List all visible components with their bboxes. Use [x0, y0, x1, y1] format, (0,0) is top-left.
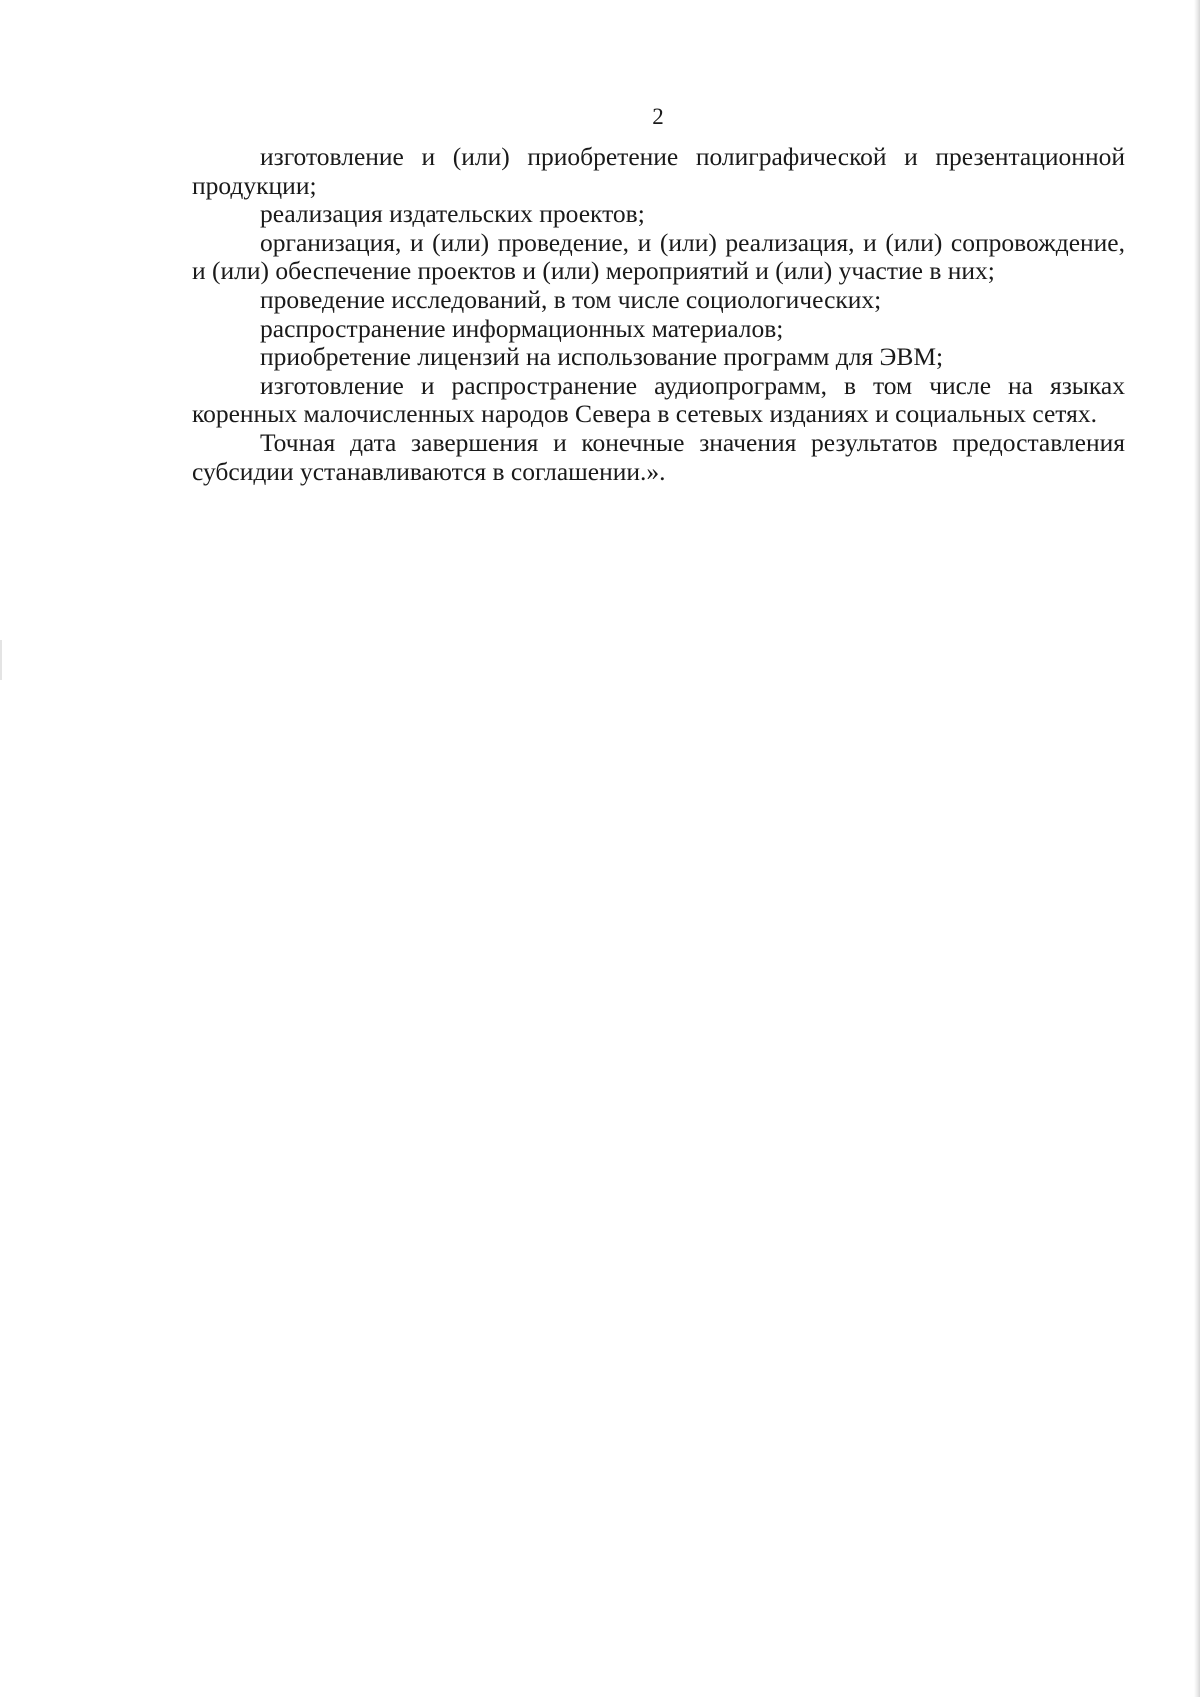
scan-edge-shadow [1194, 0, 1200, 1697]
paragraph-info-materials: распространение информационных материалов; [260, 313, 784, 343]
paragraph-printing-products: изготовление и (или) приобретение полиграфической и презентационной продукции; [192, 142, 1125, 200]
paragraph-completion-date: Точная дата завершения и конечные значения результатов предоставления субсидии устанавливаются в соглашении.». [192, 427, 1125, 486]
paragraph-research: проведение исследований, в том числе социологических; [260, 284, 882, 314]
paragraph-publishing-projects: реализация издательских проектов; [260, 199, 645, 229]
scan-edge-mark [0, 640, 2, 680]
paragraph-software-licenses: приобретение лицензий на использование программ для ЭВМ; [260, 342, 944, 372]
page-number: 2 [652, 104, 664, 129]
paragraph-project-organization: организация, и (или) проведение, и (или) реализация, и (или) сопровождение, и (или) обеспечение проектов и (или) мероприятий и (или) участие в них; [192, 227, 1125, 286]
body-text [192, 143, 1125, 486]
paragraph-audio-programs: изготовление и распространение аудиопрограмм, в том числе на языках коренных малочисленных народов Севера в сетевых изданиях и социальных сетях. [192, 370, 1125, 429]
